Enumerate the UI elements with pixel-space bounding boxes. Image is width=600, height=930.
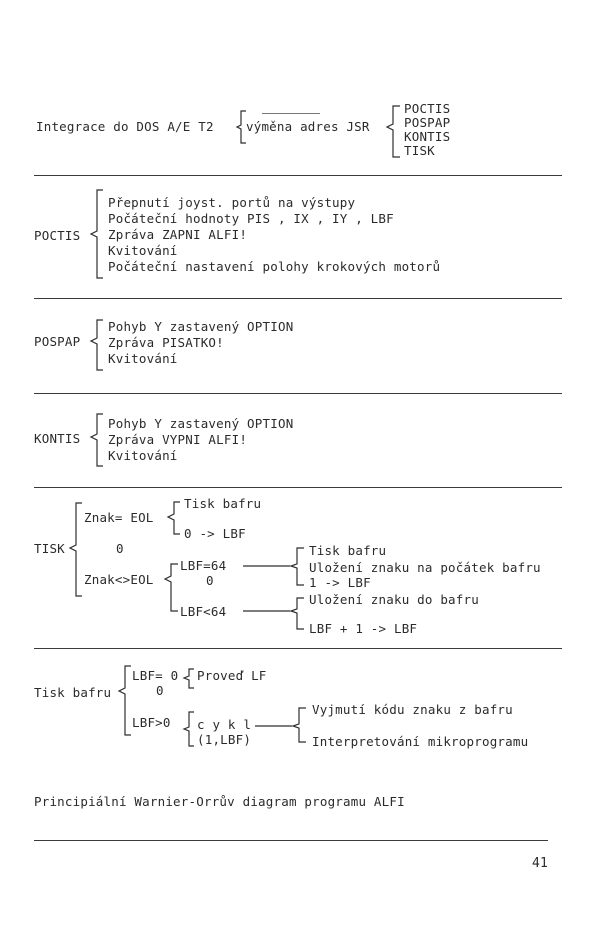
integration-item-kontis: KONTIS — [404, 129, 451, 144]
pospap-line: Pohyb Y zastavený OPTION — [108, 319, 294, 334]
poctis-line: Počáteční nastavení polohy krokových motorů — [108, 259, 441, 274]
section-divider — [34, 393, 562, 394]
tisk-label: TISK — [34, 541, 65, 556]
bracket-tisk-bafru — [119, 666, 131, 735]
section-divider — [34, 487, 562, 488]
kontis-line: Zpráva VYPNI ALFI! — [108, 432, 248, 447]
tisk-lbf64-action: 1 -> LBF — [309, 575, 371, 590]
tisk-bafru-cond-gt0: LBF>0 — [132, 715, 171, 730]
kontis-label: KONTIS — [34, 431, 81, 446]
bracket-integration-items — [387, 106, 400, 157]
tisk-bafru-cycle-range: (1,LBF) — [197, 732, 252, 747]
bracket-tisk — [70, 503, 82, 596]
tisk-lbf64-action: Uložení znaku na počátek bafru — [309, 560, 541, 575]
tisk-bafru-cond-zero: LBF= 0 — [132, 668, 179, 683]
integration-item-poctis: POCTIS — [404, 101, 451, 116]
poctis-line: Kvitování — [108, 243, 178, 258]
tisk-eol-action: 0 -> LBF — [184, 526, 246, 541]
tisk-bafru-zero: 0 — [156, 683, 164, 698]
bracket-kontis — [91, 414, 103, 466]
tisk-bafru-cycle-action: Interpretování mikroprogramu — [312, 734, 529, 749]
kontis-line: Kvitování — [108, 448, 178, 463]
pospap-line: Kvitování — [108, 351, 178, 366]
bracket-lbf64 — [291, 548, 304, 585]
poctis-label: POCTIS — [34, 228, 81, 243]
tisk-bafru-label: Tisk bafru — [34, 685, 112, 700]
bracket-poctis — [91, 190, 103, 278]
bracket-lbf-lt64 — [291, 598, 304, 629]
tisk-zero: 0 — [116, 541, 124, 556]
kontis-line: Pohyb Y zastavený OPTION — [108, 416, 294, 431]
pospap-label: POSPAP — [34, 334, 81, 349]
tisk-cond-eol: Znak= EOL — [84, 510, 154, 525]
tisk-bafru-cycle-action: Vyjmutí kódu znaku z bafru — [312, 702, 513, 717]
section-divider — [34, 298, 562, 299]
bracket-tisk-bafru-zero — [184, 669, 194, 688]
bracket-cycle — [293, 708, 306, 742]
pospap-line: Zpráva PISATKO! — [108, 335, 224, 350]
tisk-bafru-lf: Proveď LF — [197, 668, 267, 683]
figure-caption: Principiální Warnier-Orrův diagram programu ALFI — [34, 794, 405, 809]
tisk-eol-action: Tisk bafru — [184, 496, 262, 511]
tisk-cond-not-eol: Znak<>EOL — [84, 572, 154, 587]
overline-mark — [262, 113, 320, 114]
bracket-pospap — [91, 320, 103, 370]
tisk-lbf64-action: Tisk bafru — [309, 543, 387, 558]
bracket-integration — [237, 111, 246, 143]
bracket-tisk-eol — [168, 502, 180, 534]
integration-item-tisk: TISK — [404, 143, 435, 158]
bracket-tisk-not-eol — [165, 564, 178, 611]
footer-divider — [34, 840, 548, 841]
tisk-lbf-lt64: LBF<64 — [180, 604, 227, 619]
poctis-line: Přepnutí joyst. portů na výstupy — [108, 195, 356, 210]
tisk-lbf64: LBF=64 — [180, 558, 227, 573]
integration-item-pospap: POSPAP — [404, 115, 451, 130]
tisk-bafru-cycle: c y k l — [197, 717, 252, 732]
bracket-tisk-bafru-gt0 — [184, 712, 194, 746]
poctis-line: Zpráva ZAPNI ALFI! — [108, 227, 248, 242]
page-number: 41 — [532, 856, 549, 871]
section-divider — [34, 648, 562, 649]
tisk-lbf64-zero: 0 — [206, 573, 214, 588]
integration-title: Integrace do DOS A/E T2 — [36, 119, 214, 134]
section-divider — [34, 175, 562, 176]
integration-subtitle: výměna adres JSR — [246, 119, 370, 134]
tisk-lt64-action: LBF + 1 -> LBF — [309, 621, 418, 636]
poctis-line: Počáteční hodnoty PIS , IX , IY , LBF — [108, 211, 394, 226]
tisk-lt64-action: Uložení znaku do bafru — [309, 592, 479, 607]
